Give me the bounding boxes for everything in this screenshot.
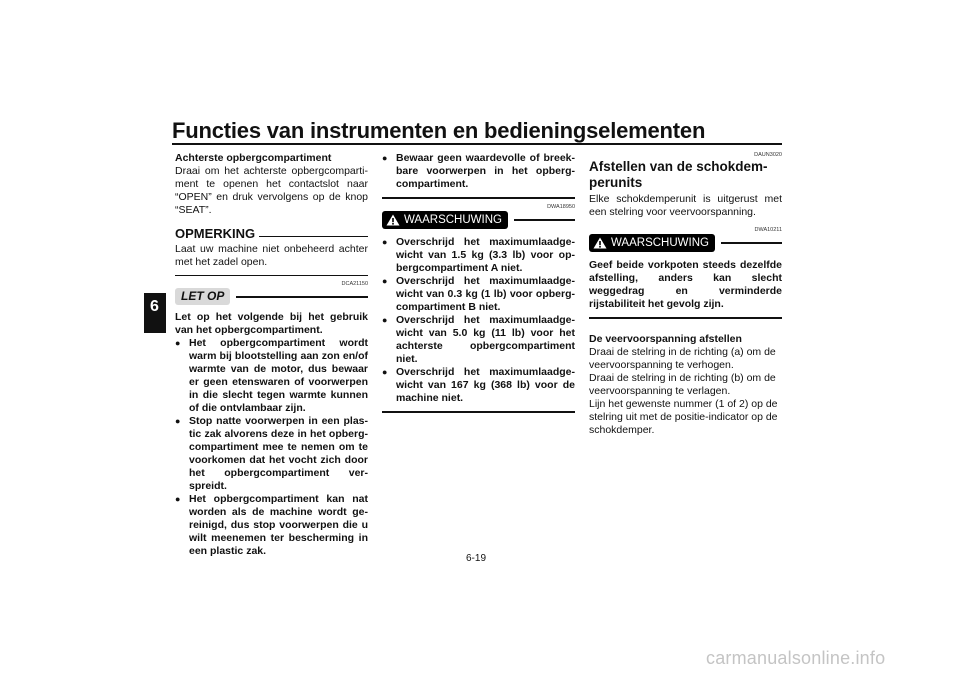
warning-end-rule [382, 411, 575, 413]
watermark: carmanualsonline.info [706, 648, 886, 668]
section-code: DAUN3020 [754, 152, 782, 158]
note-title-rule [259, 236, 368, 237]
section-title: Afstellen van de schokdem-perunits [589, 159, 768, 190]
list-item: ● Bewaar geen waardevolle of breek-bare voorwerpen in het opberg-compartiment. [382, 152, 575, 191]
preload-para-2: Draai de stelring in de richting (b) om de veervoorspanning te verlagen. [589, 372, 776, 397]
note-heading [175, 227, 368, 240]
warning-rule [514, 219, 575, 221]
warning-end-rule-2 [589, 317, 782, 319]
subheading-spring-preload: De veervoorspanning afstellen [589, 333, 742, 345]
warning-code: DWA18950 [547, 204, 575, 210]
warning-rule-2 [721, 242, 782, 244]
list-item: ● Stop natte voorwerpen in een plas-tic zak alvorens deze in het opberg-compartiment mee te nemen om te voorkomen dat het vocht zich door het opbergcompartiment ver-spreidt. [175, 415, 368, 493]
warning-text: Geef beide vorkpoten steeds dezelfde afstelling, anders kan slecht weggedrag en verminderde rijstabiliteit het gevolg zijn. [589, 259, 782, 310]
letop-bullets [175, 337, 368, 558]
note-end-rule [175, 275, 368, 276]
chapter-number: 6 [150, 298, 159, 315]
list-item: ● Overschrijd het maximumlaadge-wicht van 5.0 kg (11 lb) voor het achterste opbergcompartiment niet. [382, 314, 575, 366]
preload-para-3: Lijn het gewenste nummer (1 of 2) op de stelring uit met de positie-indicator op de schokdemper. [589, 398, 778, 436]
letop-heading [175, 288, 368, 305]
letop-badge: LET OP [175, 288, 230, 305]
list-item: ● Overschrijd het maximumlaadge-wicht van 0.3 kg (1 lb) voor opberg-compartiment B niet. [382, 275, 575, 314]
list-item: ● Overschrijd het maximumlaadge-wicht van 1.5 kg (3.3 lb) voor op-bergcompartiment A niet. [382, 236, 575, 275]
letop-intro: Let op het volgende bij het gebruik van het opbergcompartiment. [175, 311, 368, 336]
list-item: ● Overschrijd het maximumlaadge-wicht van 167 kg (368 lb) voor de machine niet. [382, 366, 575, 405]
warning-label-2: WAARSCHUWING [611, 237, 709, 249]
warning-triangle-icon [593, 237, 607, 249]
subheading-rear-storage: Achterste opbergcompartiment [175, 152, 332, 164]
letop-rule [236, 296, 368, 298]
list-item: ● Het opbergcompartiment kan nat worden als de machine wordt ge-reinigd, dus stop voorwerpen die u wilt meenemen ter bescherming in een plastic zak. [175, 493, 368, 558]
warning-label: WAARSCHUWING [404, 214, 502, 226]
warning-code-2: DWA10211 [754, 227, 782, 233]
warning-bullets [382, 236, 575, 405]
column-1 [175, 152, 368, 558]
letop-code: DCA21150 [341, 281, 368, 287]
page-header-title: Functies van instrumenten en bedieningselementen [172, 118, 706, 143]
note-body: Laat uw machine niet onbeheerd achter met het zadel open. [175, 243, 368, 268]
warning-heading-2 [589, 234, 782, 252]
warning-triangle-icon [386, 214, 400, 226]
rear-storage-body: Draai om het achterste opbergcomparti-ment te openen het contactslot naar “OPEN” en druk vervolgens op de knop “SEAT”. [175, 165, 368, 216]
section-intro: Elke schokdemperunit is uitgerust met een stelring voor veervoorspanning. [589, 193, 782, 218]
warning-badge [382, 211, 508, 229]
page-number: 6-19 [466, 553, 487, 564]
letop-end-rule [382, 197, 575, 199]
note-title: OPMERKING [175, 226, 256, 241]
column-3 [589, 152, 782, 437]
warning-badge-2 [589, 234, 715, 252]
preload-para-1: Draai de stelring in de richting (a) om de veervoorspanning te verhogen. [589, 346, 776, 371]
warning-heading [382, 211, 575, 229]
header-rule [172, 143, 782, 145]
letop-bullets-continued [382, 152, 575, 191]
column-2 [382, 152, 575, 413]
list-item: ● Het opbergcompartiment wordt warm bij blootstelling aan zon en/of warmte van de motor, dus bewaar er geen etenswaren of voorwerpen in die slecht tegen warmte kunnen of die ontvlambaar zijn. [175, 337, 368, 415]
